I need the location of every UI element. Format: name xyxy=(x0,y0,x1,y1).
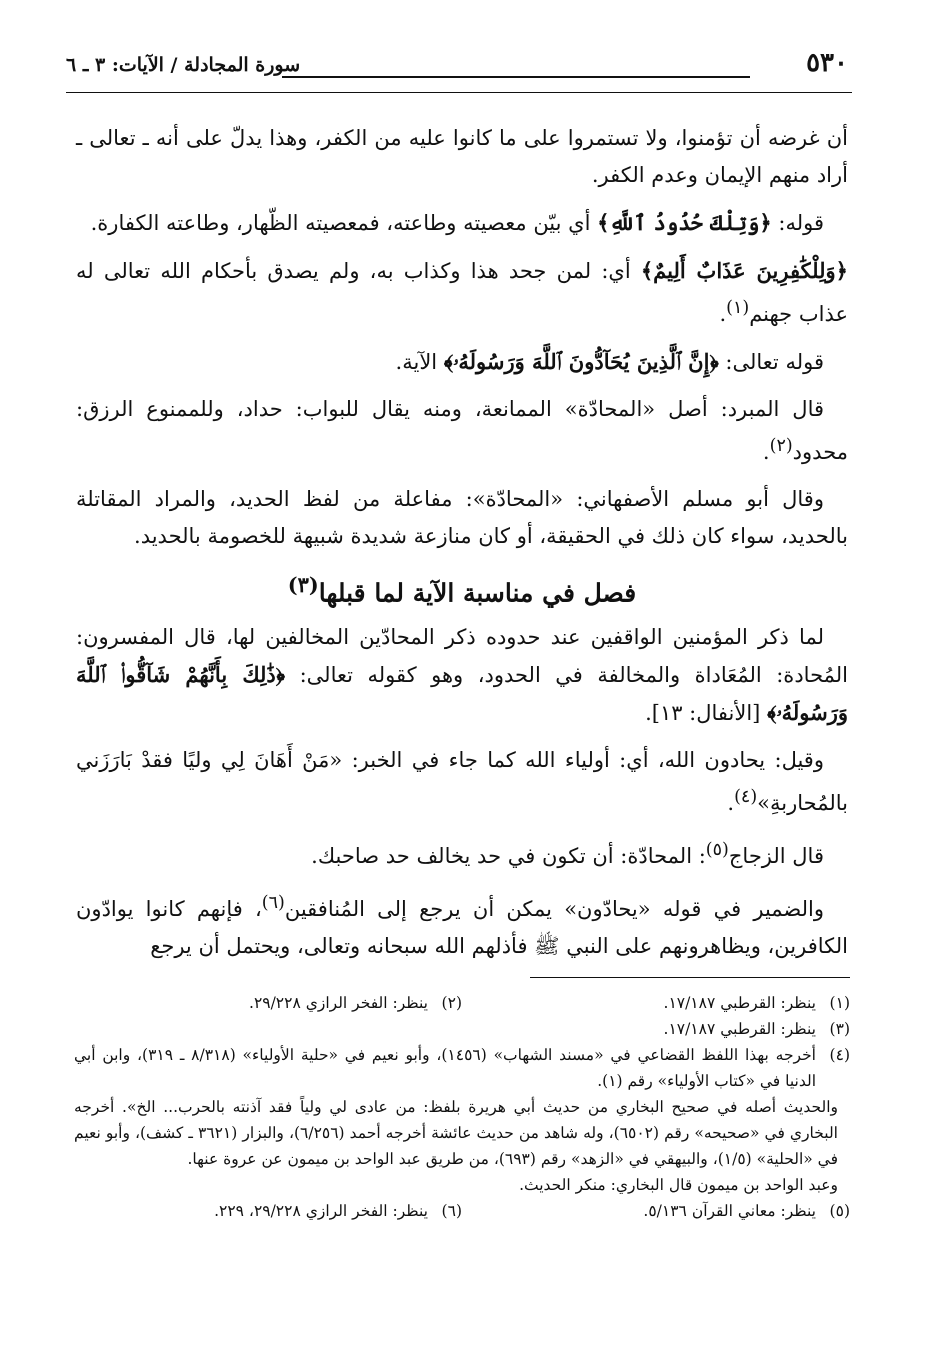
header-rule xyxy=(282,76,750,78)
footnote-text: ينظر: الفخر الرازي ٢٩/٢٢٨، ٢٢٩. xyxy=(214,1202,428,1220)
text: [الأنفال: ١٣]. xyxy=(645,701,768,726)
footnote-6 xyxy=(74,1198,462,1224)
footnote-row xyxy=(74,990,850,1016)
text: أي بيّن معصيته وطاعته، فمعصيته الظّهار، وطاعته الكفارة. xyxy=(90,211,598,235)
text: . xyxy=(727,791,735,816)
text: لما ذكر المؤمنين الواقفين عند حدوده ذكر المحادّين المخالفين لها، قال المفسرون: المُحادة: المُعَاداة والمخالفة في الحدود، وهو كقوله تعالى: xyxy=(76,625,848,688)
text: قوله تعالى: xyxy=(718,350,824,374)
paragraph-7 xyxy=(76,619,848,732)
quran-verse: ﴿إِنَّ ٱلَّذِينَ يُحَآدُّونَ ٱللَّهَ وَرَسُولَهُۥ﴾ xyxy=(443,349,719,374)
quran-verse: ﴿وَتِلْكَ حُدُودُ ٱللَّهِ﴾ xyxy=(597,210,772,235)
footnote-number: (٦) xyxy=(441,1202,462,1220)
paragraph-8 xyxy=(76,742,848,822)
paragraph-10 xyxy=(76,885,848,965)
footnote-ref: (٢) xyxy=(769,436,793,456)
section-heading xyxy=(76,565,848,613)
text: . xyxy=(719,302,727,326)
footnote-ref: (٦) xyxy=(261,893,285,914)
footnote-number: (٢) xyxy=(441,994,462,1012)
text: : المحادّة: أن تكون في حد يخالف حد صاحبك. xyxy=(311,844,706,869)
quran-verse: ﴿ذَٰلِكَ بِأَنَّهُمْ شَآقُّوا۟ ٱللَّهَ وَرَسُولَهُۥ﴾ xyxy=(76,662,848,726)
footnote-ref: (٥) xyxy=(705,840,729,861)
footnote-separator xyxy=(530,977,850,978)
footnote-1 xyxy=(462,990,850,1016)
footnote-text: ينظر: القرطبي ١٧/١٨٧. xyxy=(663,1020,816,1038)
footnote-ref: (٣) xyxy=(287,572,319,597)
paragraph-9 xyxy=(76,832,848,875)
footnote-number: (١) xyxy=(829,994,850,1012)
running-title: سورة المجادلة / الآيات: ٣ ـ ٦ xyxy=(66,54,301,76)
paragraph-6: وقال أبو مسلم الأصفهاني: «المحادّة»: مفاعلة من لفظ الحديد، والمراد المقاتلة بالحديد، سواء كان ذلك في الحقيقة، أو كان منازعة شديدة شبيهة للخصومة بالحديد. xyxy=(76,487,848,548)
footnote-5 xyxy=(462,1198,850,1224)
footnote-number: (٤) xyxy=(829,1046,850,1064)
text: قال المبرد: أصل «المحادّة» الممانعة، ومنه يقال للبواب: حداد، وللممنوع الرزق: محدود xyxy=(76,397,848,464)
footnote-4-continued: والحديث أصله في صحيح البخاري من حديث أبي هريرة بلفظ: من عادى لي ولياً فقد آذنته بالحرب... الخ». أخرجه البخاري في «صحيحه» رقم (٦٥٠٢)، وله شاهد من حديث عائشة أخرجه أحمد (٦/٢٥٦)، والبزار (٣٦٢١ ـ كشف)، وأبو نعيم في «الحلية» (١/٥)، والبيهقي في «الزهد» رقم (٦٩٣)، من طريق عبد الواحد بن ميمون عن عروة عنها. xyxy=(74,1098,838,1168)
paragraph-1: أن غرضه أن تؤمنوا، ولا تستمروا على ما كانوا عليه من الكفر، وهذا يدلّ على أنه ـ تعالى ـ أراد منهم الإيمان وعدم الكفر. xyxy=(76,126,848,187)
footnote-ref: (١) xyxy=(726,298,750,318)
paragraph-5 xyxy=(76,391,848,471)
footnote-number: (٣) xyxy=(829,1020,850,1038)
footnotes xyxy=(74,990,850,1224)
text: ، فإنهم كانوا يوادّون الكافرين، ويظاهرونهم على النبي ﷺ فأذلهم الله سبحانه وتعالى، ويحتمل أن يرجع xyxy=(76,897,848,959)
text: وقيل: يحادون الله، أي: أولياء الله كما جاء في الخبر: «مَنْ أَهَانَ لِي وليًا فقدْ بَارَزَني بالمُحاربةِ» xyxy=(76,748,848,816)
paragraph-4 xyxy=(76,343,848,381)
paragraph-2 xyxy=(76,204,848,242)
footnote-4 xyxy=(74,1042,850,1094)
text: . xyxy=(762,440,770,464)
footnote-text: أخرجه بهذا اللفظ القضاعي في «مسند الشهاب» (١٤٥٦)، وأبو نعيم في «حلية الأولياء» (٨/٣١٨ ـ ٣١٩)، وابن أبي الدنيا في «كتاب الأولياء» رقم (١). xyxy=(74,1046,816,1090)
footnote-text: ينظر: القرطبي ١٧/١٨٧. xyxy=(663,994,816,1012)
footnote-3 xyxy=(74,1016,850,1042)
text: والضمير في قوله «يحادّون» يمكن أن يرجع إلى المُنافقين xyxy=(284,897,825,922)
header-separator xyxy=(66,92,852,93)
footnote-ref: (٤) xyxy=(734,787,758,808)
footnote-row xyxy=(74,1198,850,1224)
main-text xyxy=(76,120,848,975)
quran-verse: ﴿وَلِلْكَٰفِرِينَ عَذَابٌ أَلِيمٌ﴾ xyxy=(640,258,848,283)
footnote-2 xyxy=(74,990,462,1016)
footnote-4-note: وعبد الواحد بن ميمون قال البخاري: منكر الحديث. xyxy=(519,1176,838,1194)
text: قوله: xyxy=(771,211,824,235)
text: قال الزجاج xyxy=(728,844,824,869)
heading-text: فصل في مناسبة الآية لما قبلها xyxy=(318,578,637,608)
text: أي: لمن جحد هذا وكذاب به، ولم يصدق بأحكام الله تعالى له عذاب جهنم xyxy=(76,259,848,326)
footnote-text: ينظر: معاني القرآن ٥/١٣٦. xyxy=(643,1202,816,1220)
footnote-number: (٥) xyxy=(829,1202,850,1220)
text: الآية. xyxy=(395,350,444,374)
paragraph-3 xyxy=(76,252,848,333)
footnote-text: ينظر: الفخر الرازي ٢٩/٢٢٨. xyxy=(249,994,428,1012)
page-number: ٥٣٠ xyxy=(806,48,848,78)
